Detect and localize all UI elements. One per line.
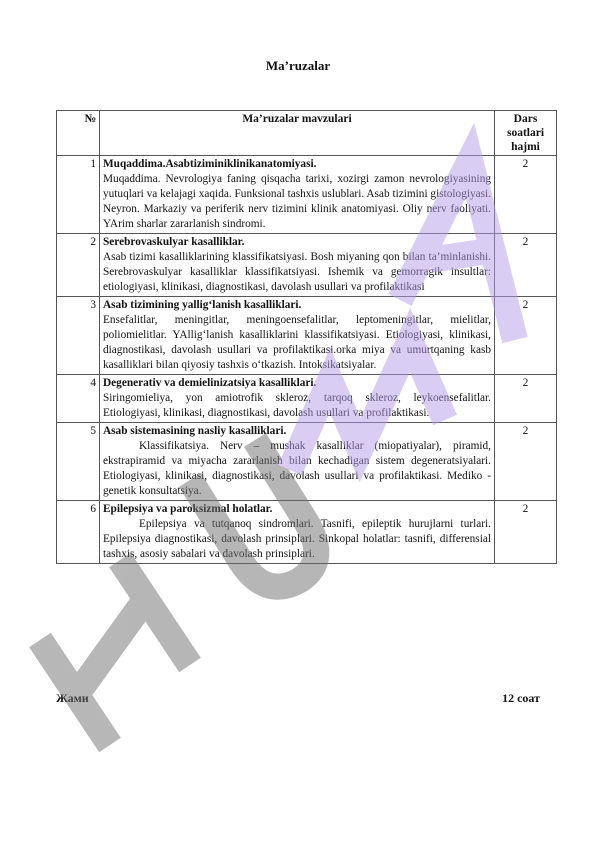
row-topic (100, 297, 495, 375)
topic-description: Asab tizimi kasalliklarining klassifikatsiyasi. Bosh miyaning qon bilan ta’minlanishi. Serebrovaskulyar kasalliklar klassifikatsiyasi. Ishemik va gemorragik insultlar: etiologiyasi, klinikasi, diagnostikasi, davolash usullari va profilaktikasi (103, 251, 491, 293)
total-label: Жами (56, 691, 89, 705)
topic-title: Degenerativ va demielinizatsiya kasalliklari. (103, 377, 317, 389)
row-topic (100, 234, 495, 297)
table-body (57, 156, 557, 564)
row-number: 4 (57, 375, 100, 423)
row-number: 5 (57, 423, 100, 501)
topic-description: Epilepsiya va tutqanoq sindromlari. Tasnifi, epileptik hurujlarni turlari. Epilepsiya diagnostikasi, davolash prinsiplari. Sinkopal holatlar: tasnifi, differensial tashxis, asosiy sabalari va davolash prinsiplari. (103, 518, 491, 560)
row-hours: 2 (495, 501, 557, 564)
table-row (57, 375, 557, 423)
page-title: Ma’ruzalar (265, 58, 331, 73)
table-row (57, 156, 557, 234)
row-hours: 2 (495, 297, 557, 375)
row-hours: 2 (495, 423, 557, 501)
topic-title: Epilepsiya va paroksizmal holatlar. (103, 503, 273, 515)
header-hours: Dars soatlari hajmi (495, 111, 557, 156)
topic-title: Muqaddima.Asabtiziminiklinikanatomiyasi. (103, 158, 317, 170)
topic-title: Asab sistemasining nasliy kasalliklari. (103, 425, 287, 437)
row-topic (100, 375, 495, 423)
row-number: 6 (57, 501, 100, 564)
total-value: 12 соат (502, 691, 540, 705)
row-hours: 2 (495, 156, 557, 234)
watermark-letter-h (40, 560, 190, 745)
topic-description: Siringomieliya, yon amiotrofik skleroz, tarqoq skleroz, leykoensefalitlar. Etiologiyasi, klinikasi, diagnostikasi, davolash usullari va profilaktikasi. (103, 392, 491, 419)
row-topic (100, 423, 495, 501)
row-topic (100, 501, 495, 564)
table-row (57, 501, 557, 564)
lectures-table (56, 110, 557, 564)
row-topic (100, 156, 495, 234)
table-header-row (57, 111, 557, 156)
row-number: 3 (57, 297, 100, 375)
topic-title: Serebrovaskulyar kasalliklar. (103, 236, 245, 248)
topic-description: Muqaddima. Nevrologiya faning qisqacha tarixi, xozirgi zamon nevrologiyasining yutuqlari va kelajagi xaqida. Funksional tashxis uslublari. Asab tizimini gistologiyasi. Neyron. Markaziy va periferik nerv tizimini klinik anatomiyasi. Oliy nerv faoliyati. YArim sharlar zararlanish sindromi. (103, 173, 491, 230)
table-row (57, 297, 557, 375)
row-hours: 2 (495, 375, 557, 423)
table-row (57, 423, 557, 501)
row-number: 1 (57, 156, 100, 234)
topic-description: Klassifikatsiya. Nerv – mushak kasalliklar (miopatiyalar), piramid, ekstrapiramid va miyacha zararlanish bilan kechadigan sistem degeneratsiyalari. Etiologiyasi, klinikasi, diagnostikasi, davolash usullari va profilaktikasi. Mediko - genetik konsultatsiya. (103, 440, 491, 497)
header-num: № (57, 111, 100, 156)
row-number: 2 (57, 234, 100, 297)
topic-description: Ensefalitlar, meningitlar, meningoensefalitlar, leptomeningitlar, mielitlar, poliomielitlar. YAllig‘lanish kasalliklarini klassifikatsiyasi. Etiologiyasi, klinikasi, diagnostikasi, davolash usullari va profilaktikasi.orka miya va umurtqaning kasb kasalliklari bilan qiyosiy tashxis o‘tkazish. Intoksikatsiyalar. (103, 314, 491, 371)
header-topic: Ma’ruzalar mavzulari (100, 111, 495, 156)
topic-title: Asab tizimining yallig‘lanish kasalliklari. (103, 299, 302, 311)
table-row (57, 234, 557, 297)
row-hours: 2 (495, 234, 557, 297)
